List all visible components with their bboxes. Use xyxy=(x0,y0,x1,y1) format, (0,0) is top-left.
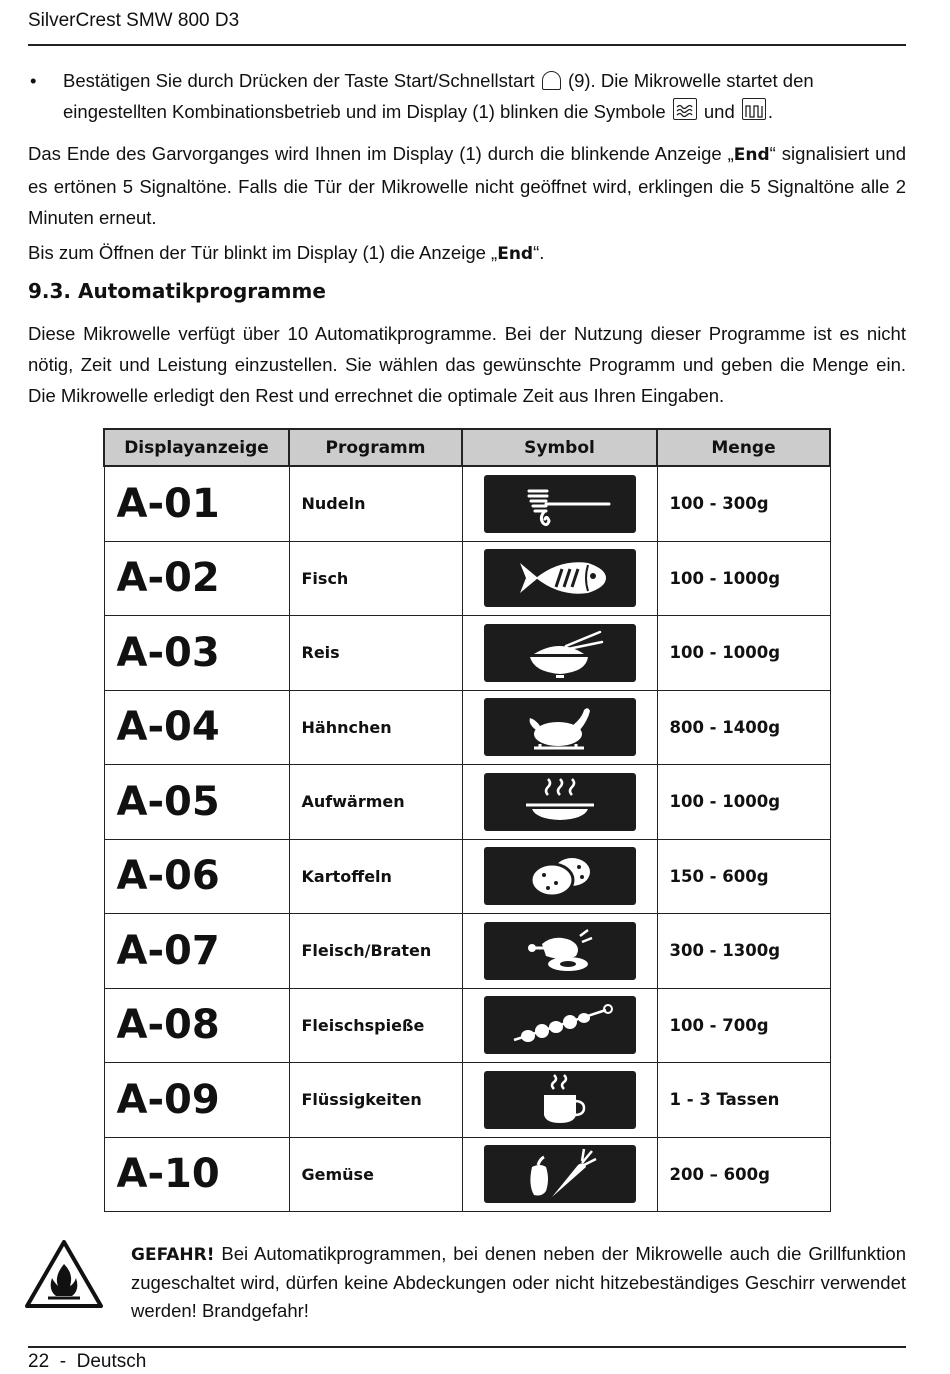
row-program: Fleischspieße xyxy=(289,988,462,1063)
hot-cup-icon xyxy=(484,1071,636,1129)
intro-paragraph: Diese Mikrowelle verfügt über 10 Automatikprogramme. Bei der Nutzung dieser Programme ist es nicht nötig, Zeit und Leistung einzustellen. Sie wählen das gewünschte Programm und geben die Menge ein. Die Mikrowelle erledigt den Rest und errechnet die optimale Zeit aus Ihren Eingaben. xyxy=(28,323,906,406)
table-row xyxy=(104,616,830,691)
door-paragraph-text-a: Bis zum Öffnen der Tür blinkt im Display (1) die Anzeige „ xyxy=(28,242,498,263)
door-paragraph xyxy=(28,237,906,270)
skewer-icon xyxy=(484,996,636,1054)
row-program: Fleisch/Braten xyxy=(289,914,462,989)
table-header-row xyxy=(104,429,830,466)
end-display-label: End xyxy=(733,145,770,165)
row-code: A-08 xyxy=(104,988,289,1063)
header-rule xyxy=(28,44,906,46)
row-code: A-01 xyxy=(104,466,289,541)
row-code: A-03 xyxy=(104,616,289,691)
bullet-paragraph xyxy=(28,65,941,127)
meat-roast-icon xyxy=(484,922,636,980)
header-symbol: Symbol xyxy=(462,429,657,466)
danger-label: GEFAHR! xyxy=(131,1245,215,1265)
row-code: A-10 xyxy=(104,1137,289,1212)
end-paragraph-text-a: Das Ende des Garvorganges wird Ihnen im Display (1) durch die blinkende Anzeige „ xyxy=(28,143,734,164)
bullet-line2-c: . xyxy=(767,101,774,122)
fish-icon xyxy=(484,549,636,607)
grill-heater-icon xyxy=(742,98,766,120)
document-header: SilverCrest SMW 800 D3 xyxy=(28,10,240,31)
row-amount: 300 - 1300g xyxy=(657,914,830,989)
row-program: Aufwärmen xyxy=(289,765,462,840)
row-code: A-07 xyxy=(104,914,289,989)
noodles-fork-icon xyxy=(484,475,636,533)
bullet-line1-b: (9). Die Mikrowelle startet den xyxy=(567,70,814,91)
steaming-plate-icon xyxy=(484,773,636,831)
row-code: A-09 xyxy=(104,1063,289,1138)
table-row xyxy=(104,988,830,1063)
row-program: Reis xyxy=(289,616,462,691)
potatoes-icon xyxy=(484,847,636,905)
table-row xyxy=(104,1063,830,1138)
header-display: Displayanzeige xyxy=(104,429,289,466)
footer-rule xyxy=(28,1346,906,1348)
table-row xyxy=(104,541,830,616)
row-program: Gemüse xyxy=(289,1137,462,1212)
row-code: A-04 xyxy=(104,690,289,765)
row-code: A-02 xyxy=(104,541,289,616)
row-program: Kartoffeln xyxy=(289,839,462,914)
door-end-label: End xyxy=(497,244,534,264)
table-row xyxy=(104,765,830,840)
row-program: Nudeln xyxy=(289,466,462,541)
row-amount: 200 – 600g xyxy=(657,1137,830,1212)
row-amount: 100 - 700g xyxy=(657,988,830,1063)
table-row xyxy=(104,466,830,541)
roast-chicken-icon xyxy=(484,698,636,756)
row-amount: 100 - 1000g xyxy=(657,541,830,616)
bullet-dot: • xyxy=(30,70,37,91)
row-amount: 150 - 600g xyxy=(657,839,830,914)
auto-programs-table xyxy=(103,428,831,1212)
row-amount: 100 - 1000g xyxy=(657,616,830,691)
row-program: Hähnchen xyxy=(289,690,462,765)
danger-warning xyxy=(131,1240,906,1325)
end-paragraph-text-b: “ signalisiert und es ertönen 5 Signaltöne. Falls die Tür der Mikrowelle nicht geöffnet wird, erklingen die 5 Signaltöne alle 2 Minuten erneut. xyxy=(28,143,907,228)
row-code: A-06 xyxy=(104,839,289,914)
row-amount: 800 - 1400g xyxy=(657,690,830,765)
table-row xyxy=(104,839,830,914)
bullet-line1-a: Bestätigen Sie durch Drücken der Taste Start/Schnellstart xyxy=(63,70,535,91)
header-program: Programm xyxy=(289,429,462,466)
table-row xyxy=(104,914,830,989)
page-footer xyxy=(28,1351,146,1373)
danger-text: Bei Automatikprogrammen, bei denen neben der Mikrowelle auch die Grillfunktion zugeschaltet wird, dürfen keine Abdeckungen oder nicht hitzebeständiges Geschirr verwendet werden! Brandgefahr! xyxy=(131,1243,906,1321)
row-amount: 100 - 1000g xyxy=(657,765,830,840)
bullet-line2-b: und xyxy=(703,101,735,122)
header-amount: Menge xyxy=(657,429,830,466)
footer-language: Deutsch xyxy=(76,1351,147,1372)
row-program: Fisch xyxy=(289,541,462,616)
row-code: A-05 xyxy=(104,765,289,840)
row-program: Flüssigkeiten xyxy=(289,1063,462,1138)
vegetables-icon xyxy=(484,1145,636,1203)
table-row xyxy=(104,1137,830,1212)
row-amount: 1 - 3 Tassen xyxy=(657,1063,830,1138)
start-quickstart-icon xyxy=(542,71,561,90)
table-row xyxy=(104,690,830,765)
footer-separator: - xyxy=(59,1351,67,1372)
door-paragraph-text-b: “. xyxy=(533,242,545,263)
row-amount: 100 - 300g xyxy=(657,466,830,541)
microwave-waves-icon xyxy=(673,98,697,120)
section-heading: 9.3. Automatikprogramme xyxy=(28,279,326,303)
fire-hazard-warning-icon xyxy=(24,1238,104,1310)
end-paragraph xyxy=(28,138,906,233)
rice-bowl-icon xyxy=(484,624,636,682)
bullet-line2-a: eingestellten Kombinationsbetrieb und im Display (1) blinken die Symbole xyxy=(63,101,666,122)
page-number: 22 xyxy=(28,1351,50,1372)
